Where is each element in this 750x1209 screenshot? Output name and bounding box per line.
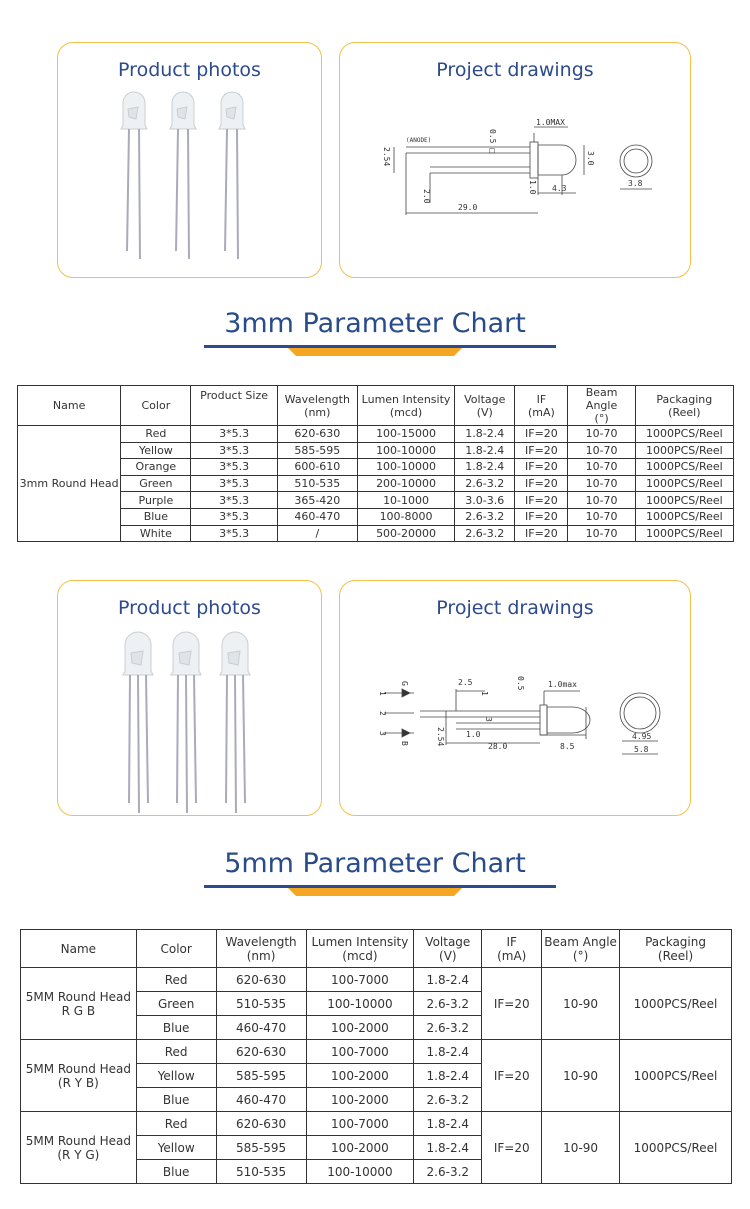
- photos-title: Product photos: [118, 59, 261, 81]
- cell-if: IF=20: [482, 968, 542, 1040]
- cell-wavelength: 620-630: [277, 426, 357, 443]
- cell-if: IF=20: [515, 459, 568, 476]
- parameter-table-3mm: [17, 385, 734, 542]
- cell-voltage: 2.6-3.2: [414, 1016, 482, 1040]
- label-1-0max: 1.0max: [548, 680, 577, 689]
- cell-lumen: 200-10000: [357, 475, 454, 492]
- cell-wavelength: 510-535: [277, 475, 357, 492]
- cell-wavelength: 510-535: [216, 992, 306, 1016]
- label-2-54: 2.54: [382, 147, 391, 167]
- cell-voltage: 2.6-3.2: [455, 525, 515, 542]
- cell-beam: 10-70: [568, 426, 635, 443]
- cell-voltage: 1.8-2.4: [455, 459, 515, 476]
- cell-if: IF=20: [515, 508, 568, 525]
- cell-color: Yellow: [136, 1136, 216, 1160]
- cell-packaging: 1000PCS/Reel: [635, 442, 733, 459]
- cell-beam: 10-70: [568, 475, 635, 492]
- cell-wavelength: 460-470: [216, 1088, 306, 1112]
- cell-size: 3*5.3: [191, 442, 277, 459]
- cell-voltage: 1.8-2.4: [414, 968, 482, 992]
- cell-wavelength: 510-535: [216, 1160, 306, 1184]
- cell-lumen: 100-2000: [306, 1016, 414, 1040]
- cell-if: IF=20: [515, 475, 568, 492]
- cell-voltage: 1.8-2.4: [414, 1040, 482, 1064]
- label-28-0: 28.0: [488, 742, 508, 751]
- header-name: Name: [18, 386, 121, 426]
- cell-beam: 10-90: [542, 1040, 620, 1112]
- cell-packaging: 1000PCS/Reel: [635, 525, 733, 542]
- cell-lumen: 100-10000: [306, 1160, 414, 1184]
- cell-beam: 10-70: [568, 525, 635, 542]
- header-voltage: Voltage (V): [455, 386, 515, 426]
- header-wavelength: Wavelength (nm): [277, 386, 357, 426]
- label-0-5: 0.5: [516, 676, 525, 691]
- cell-lumen: 100-2000: [306, 1064, 414, 1088]
- header-color: Color: [136, 930, 216, 968]
- header-size: Product Size: [191, 386, 277, 426]
- cell-lumen: 100-10000: [306, 992, 414, 1016]
- cell-voltage: 1.8-2.4: [414, 1136, 482, 1160]
- label-29-0: 29.0: [458, 203, 478, 212]
- cell-packaging: 1000PCS/Reel: [635, 426, 733, 443]
- label-1-0: 1.0: [466, 730, 481, 739]
- header-if: IF (mA): [482, 930, 542, 968]
- cell-color: Yellow: [136, 1064, 216, 1088]
- cell-lumen: 100-2000: [306, 1136, 414, 1160]
- cell-color: Blue: [121, 508, 191, 525]
- cell-beam: 10-70: [568, 492, 635, 509]
- label-3-0: 3.0: [586, 151, 595, 166]
- label-1: 1: [480, 691, 489, 696]
- cell-beam: 10-70: [568, 459, 635, 476]
- cell-wavelength: 620-630: [216, 1112, 306, 1136]
- drawings-card-5mm: [339, 580, 691, 816]
- cell-wavelength: 600-610: [277, 459, 357, 476]
- cell-if: IF=20: [515, 426, 568, 443]
- group-name: 5MM Round Head (R Y B): [21, 1040, 137, 1112]
- chart2-title: 5mm Parameter Chart: [224, 848, 526, 879]
- header-lumen: Lumen Intensity (mcd): [306, 930, 414, 968]
- cell-beam: 10-70: [568, 508, 635, 525]
- cell-packaging: 1000PCS/Reel: [635, 475, 733, 492]
- header-lumen: Lumen Intensity (mcd): [357, 386, 454, 426]
- label-b: B: [400, 741, 409, 746]
- header-name: Name: [21, 930, 137, 968]
- label-g: G: [400, 681, 409, 686]
- cell-color: Yellow: [121, 442, 191, 459]
- cell-if: IF=20: [482, 1040, 542, 1112]
- cell-lumen: 100-7000: [306, 1112, 414, 1136]
- drawings-title: Project drawings: [436, 597, 594, 619]
- label-3-8: 3.8: [628, 179, 643, 188]
- cell-color: Purple: [121, 492, 191, 509]
- cell-wavelength: 365-420: [277, 492, 357, 509]
- label-4-3: 4.3: [552, 184, 567, 193]
- label-pin3: 3: [378, 731, 387, 736]
- cell-packaging: 1000PCS/Reel: [635, 492, 733, 509]
- cell-color: Red: [136, 968, 216, 992]
- chart1-title-accent: [288, 348, 462, 356]
- label-0-5: 0.5 □: [488, 129, 497, 154]
- label-2-0: 2.0: [422, 189, 431, 204]
- header-packaging: Packaging (Reel): [635, 386, 733, 426]
- cell-lumen: 100-8000: [357, 508, 454, 525]
- cell-if: IF=20: [482, 1112, 542, 1184]
- cell-size: 3*5.3: [191, 492, 277, 509]
- header-if: IF (mA): [515, 386, 568, 426]
- cell-beam: 10-90: [542, 1112, 620, 1184]
- cell-lumen: 100-10000: [357, 459, 454, 476]
- cell-wavelength: 585-595: [277, 442, 357, 459]
- label-2-54: 2.54: [436, 727, 445, 747]
- cell-voltage: 1.8-2.4: [455, 442, 515, 459]
- cell-wavelength: 585-595: [216, 1064, 306, 1088]
- cell-color: Blue: [136, 1016, 216, 1040]
- header-beam: Beam Angle (°): [542, 930, 620, 968]
- label-anode: (ANODE): [406, 137, 432, 144]
- header-wavelength: Wavelength (nm): [216, 930, 306, 968]
- cell-lumen: 100-7000: [306, 968, 414, 992]
- header-color: Color: [121, 386, 191, 426]
- cell-lumen: 500-20000: [357, 525, 454, 542]
- cell-voltage: 2.6-3.2: [455, 508, 515, 525]
- led-5mm-drawing: [340, 581, 692, 817]
- chart1-title: 3mm Parameter Chart: [224, 308, 526, 339]
- cell-size: 3*5.3: [191, 459, 277, 476]
- cell-wavelength: 585-595: [216, 1136, 306, 1160]
- group-name-3mm: 3mm Round Head: [18, 426, 121, 542]
- cell-color: Blue: [136, 1160, 216, 1184]
- cell-size: 3*5.3: [191, 475, 277, 492]
- cell-lumen: 100-15000: [357, 426, 454, 443]
- cell-color: White: [121, 525, 191, 542]
- photos-card-5mm: [57, 580, 322, 816]
- cell-voltage: 2.6-3.2: [414, 992, 482, 1016]
- cell-color: Green: [136, 992, 216, 1016]
- cell-packaging: 1000PCS/Reel: [620, 1112, 732, 1184]
- led-3mm-drawing: [340, 43, 692, 279]
- photos-title: Product photos: [118, 597, 261, 619]
- header-beam: Beam Angle (°): [568, 386, 635, 426]
- cell-size: 3*5.3: [191, 426, 277, 443]
- drawings-title: Project drawings: [436, 59, 594, 81]
- cell-color: Red: [136, 1112, 216, 1136]
- chart2-title-accent: [288, 888, 462, 896]
- label-4-95: 4.95: [632, 732, 652, 741]
- cell-color: Orange: [121, 459, 191, 476]
- cell-lumen: 100-7000: [306, 1040, 414, 1064]
- cell-color: Green: [121, 475, 191, 492]
- label-3: 3: [484, 717, 493, 722]
- cell-color: Red: [136, 1040, 216, 1064]
- cell-lumen: 10-1000: [357, 492, 454, 509]
- cell-beam: 10-90: [542, 968, 620, 1040]
- cell-lumen: 100-10000: [357, 442, 454, 459]
- cell-voltage: 2.6-3.2: [455, 475, 515, 492]
- label-8-5: 8.5: [560, 742, 575, 751]
- drawings-card-3mm: [339, 42, 691, 278]
- cell-voltage: 1.8-2.4: [455, 426, 515, 443]
- cell-beam: 10-70: [568, 442, 635, 459]
- cell-voltage: 2.6-3.2: [414, 1160, 482, 1184]
- cell-wavelength: 460-470: [277, 508, 357, 525]
- label-pin2: 2: [378, 711, 387, 716]
- cell-packaging: 1000PCS/Reel: [620, 968, 732, 1040]
- cell-wavelength: 620-630: [216, 968, 306, 992]
- header-voltage: Voltage (V): [414, 930, 482, 968]
- cell-if: IF=20: [515, 525, 568, 542]
- led-5mm-photo: [58, 581, 323, 817]
- header-packaging: Packaging (Reel): [620, 930, 732, 968]
- cell-size: 3*5.3: [191, 508, 277, 525]
- cell-size: 3*5.3: [191, 525, 277, 542]
- cell-if: IF=20: [515, 442, 568, 459]
- cell-voltage: 2.6-3.2: [414, 1088, 482, 1112]
- label-1-0: 1.0: [528, 180, 537, 195]
- cell-lumen: 100-2000: [306, 1088, 414, 1112]
- cell-wavelength: 460-470: [216, 1016, 306, 1040]
- cell-packaging: 1000PCS/Reel: [635, 459, 733, 476]
- cell-packaging: 1000PCS/Reel: [635, 508, 733, 525]
- cell-voltage: 1.8-2.4: [414, 1112, 482, 1136]
- photos-card-3mm: [57, 42, 322, 278]
- table-3mm-body: [18, 426, 734, 542]
- cell-voltage: 1.8-2.4: [414, 1064, 482, 1088]
- cell-wavelength: 620-630: [216, 1040, 306, 1064]
- cell-packaging: 1000PCS/Reel: [620, 1040, 732, 1112]
- cell-voltage: 3.0-3.6: [455, 492, 515, 509]
- led-3mm-photo: [58, 43, 323, 279]
- label-1-0max: 1.0MAX: [536, 118, 565, 127]
- label-5-8: 5.8: [634, 745, 649, 754]
- group-name: 5MM Round Head (R Y G): [21, 1112, 137, 1184]
- cell-wavelength: /: [277, 525, 357, 542]
- cell-if: IF=20: [515, 492, 568, 509]
- table-5mm-body: [21, 968, 732, 1184]
- parameter-table-5mm: [20, 929, 732, 1184]
- cell-color: Blue: [136, 1088, 216, 1112]
- label-pin1: 1: [378, 691, 387, 696]
- group-name: 5MM Round Head R G B: [21, 968, 137, 1040]
- label-2-5: 2.5: [458, 678, 473, 687]
- cell-color: Red: [121, 426, 191, 443]
